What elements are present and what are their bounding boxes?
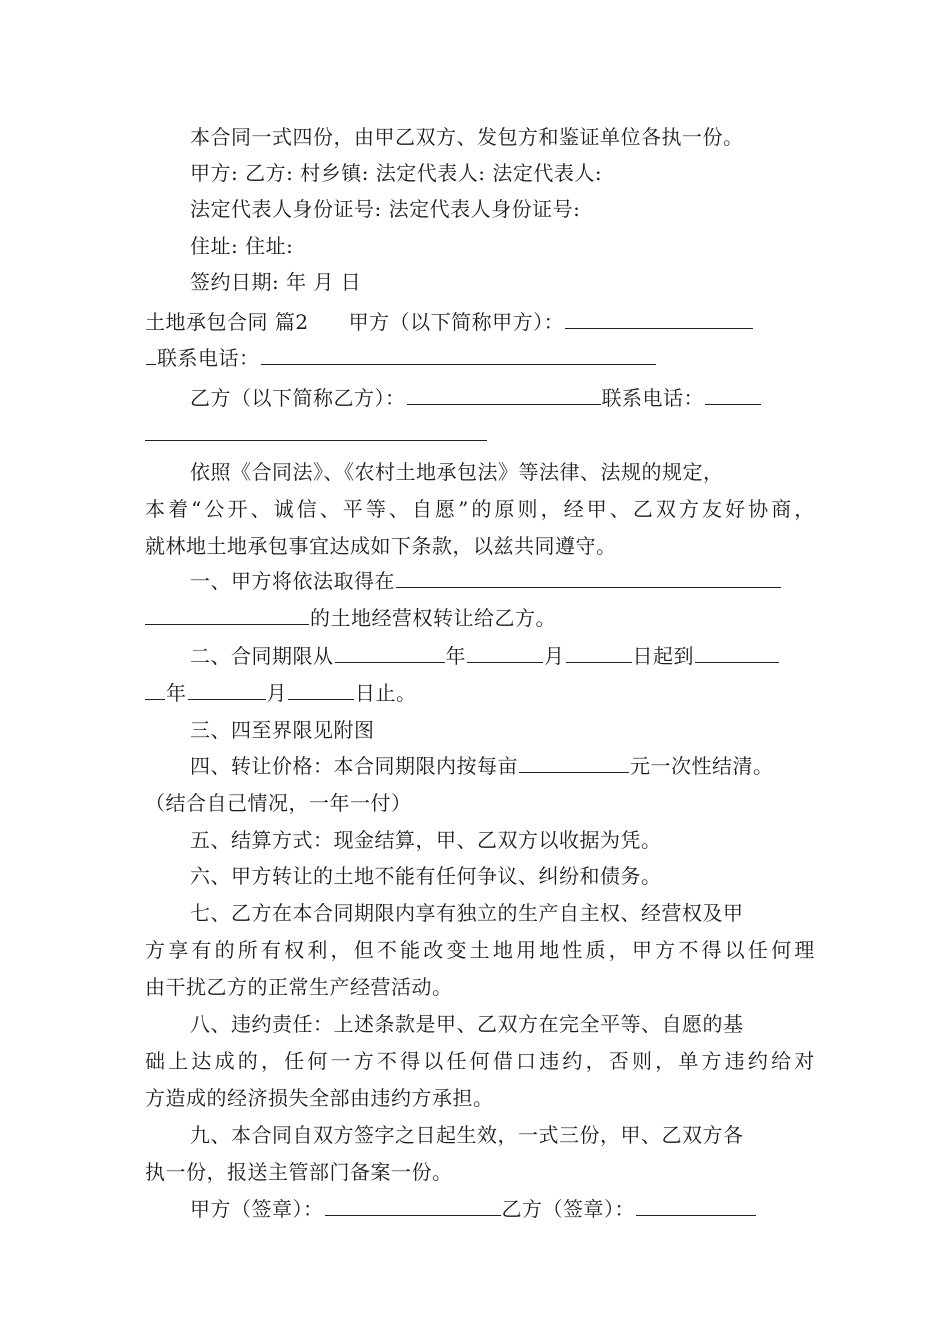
clause-1-location-blank: [396, 567, 781, 588]
preamble-line-3: 就林地土地承包事宜达成如下条款，以兹共同遵守。: [145, 534, 617, 558]
preamble-line-1: 依照《合同法》、《农村土地承包法》等法律、法规的规定，: [190, 460, 724, 484]
phone-1-blank: [261, 344, 656, 365]
clause-2-line-1: [190, 642, 815, 670]
clause-7-line-1: 七、乙方在本合同期限内享有独立的生产自主权、经营权及甲: [190, 901, 744, 925]
clause-4-text-b: 元一次性结清。: [630, 754, 774, 778]
end-day-blank: [288, 679, 354, 700]
phone-2-blank: [705, 384, 761, 405]
clause-9-line-2: 执一份，报送主管部门备案一份。: [145, 1160, 453, 1184]
id-number-line: 法定代表人身份证号: 法定代表人身份证号:: [190, 197, 581, 221]
phone-label-1: 联系电话：: [157, 346, 260, 370]
party-b-row: [190, 384, 815, 412]
clause-4-line-1: [190, 752, 815, 780]
address-line: 住址: 住址:: [190, 234, 294, 258]
preamble-line-2: 本 着 “ 公 开 、 诚 信 、 平 等 、 自 愿 ” 的 原 则 ， 经 甲 、 乙 双 方 友 好 协 商 ，: [145, 497, 815, 521]
clause-2-line-2: [145, 679, 815, 707]
start-day-blank: [566, 642, 632, 663]
party-a-blank: [565, 308, 753, 329]
sign-date-line: 签约日期: 年 月 日: [190, 270, 362, 294]
clause-9-line-1: 九、本合同自双方签字之日起生效，一式三份，甲、乙双方各: [190, 1123, 744, 1147]
clause-4-note: （结合自己情况，一年一付）: [145, 791, 412, 815]
signature-row: [190, 1195, 815, 1223]
copies-line: 本合同一式四份，由甲乙双方、发包方和鉴证单位各执一份。: [190, 125, 744, 149]
contract-heading: 土地承包合同 篇2: [145, 310, 309, 334]
clause-1-location-blank-cont: [145, 604, 309, 625]
price-blank: [519, 752, 629, 773]
end-month-blank: [188, 679, 266, 700]
end-year-blank: [695, 642, 779, 663]
party-b-label: 乙方（以下简称乙方）：: [190, 386, 406, 410]
sign-b-label: 乙方（签章）：: [501, 1197, 635, 1221]
parties-line: 甲方: 乙方: 村乡镇: 法定代表人: 法定代表人:: [190, 161, 603, 185]
day-to-label: 日止。: [355, 681, 417, 705]
year-label-2: 年: [166, 681, 187, 705]
sign-a-blank: [325, 1195, 501, 1216]
phone-2-blank-cont: [145, 420, 487, 441]
clause-8-line-3: 方造成的经济损失全部由违约方承担。: [145, 1086, 494, 1110]
start-month-blank: [467, 642, 543, 663]
clause-1-text-b: 的土地经营权转让给乙方。: [310, 606, 556, 630]
day-from-label: 日起到: [632, 644, 694, 668]
clause-4-text-a: 四、转让价格：本合同期限内按每亩: [190, 754, 518, 778]
clause-7-line-3: 由干扰乙方的正常生产经营活动。: [145, 975, 453, 999]
month-label-2: 月: [266, 681, 287, 705]
contract2-heading-row: [145, 308, 815, 336]
party-a-label: 甲方（以下简称甲方）：: [348, 310, 565, 334]
party-b-blank: [407, 384, 601, 405]
year-label: 年: [445, 644, 466, 668]
phone-label-2: 联系电话：: [601, 386, 704, 410]
phone-2-continued: [145, 420, 815, 448]
month-label: 月: [544, 644, 565, 668]
sign-a-label: 甲方（签章）：: [190, 1197, 324, 1221]
clause-8-line-1: 八、违约责任：上述条款是甲、乙双方在完全平等、自愿的基: [190, 1012, 744, 1036]
phone-lead-blank: [146, 344, 156, 365]
clause-5: 五、结算方式：现金结算，甲、乙双方以收据为凭。: [190, 828, 662, 852]
start-year-blank: [335, 642, 445, 663]
clause-2-text-a: 二、合同期限从: [190, 644, 334, 668]
clause-1-text-a: 一、甲方将依法取得在: [190, 569, 395, 593]
clause-6: 六、甲方转让的土地不能有任何争议、纠纷和债务。: [190, 864, 662, 888]
clause-1-line-2: [145, 604, 815, 632]
clause-8-line-2: 础 上 达 成 的 ， 任 何 一 方 不 得 以 任 何 借 口 违 约 ， 否 则 ， 单 方 违 约 给 对: [145, 1049, 815, 1073]
clause-7-line-2: 方 享 有 的 所 有 权 利 ， 但 不 能 改 变 土 地 用 地 性 质 ， 甲 方 不 得 以 任 何 理: [145, 938, 815, 962]
end-year-blank-cont: [145, 679, 165, 700]
phone-row-1: [145, 344, 815, 372]
clause-1-line-1: [190, 567, 815, 595]
sign-b-blank: [636, 1195, 756, 1216]
clause-3: 三、四至界限见附图: [190, 718, 375, 742]
